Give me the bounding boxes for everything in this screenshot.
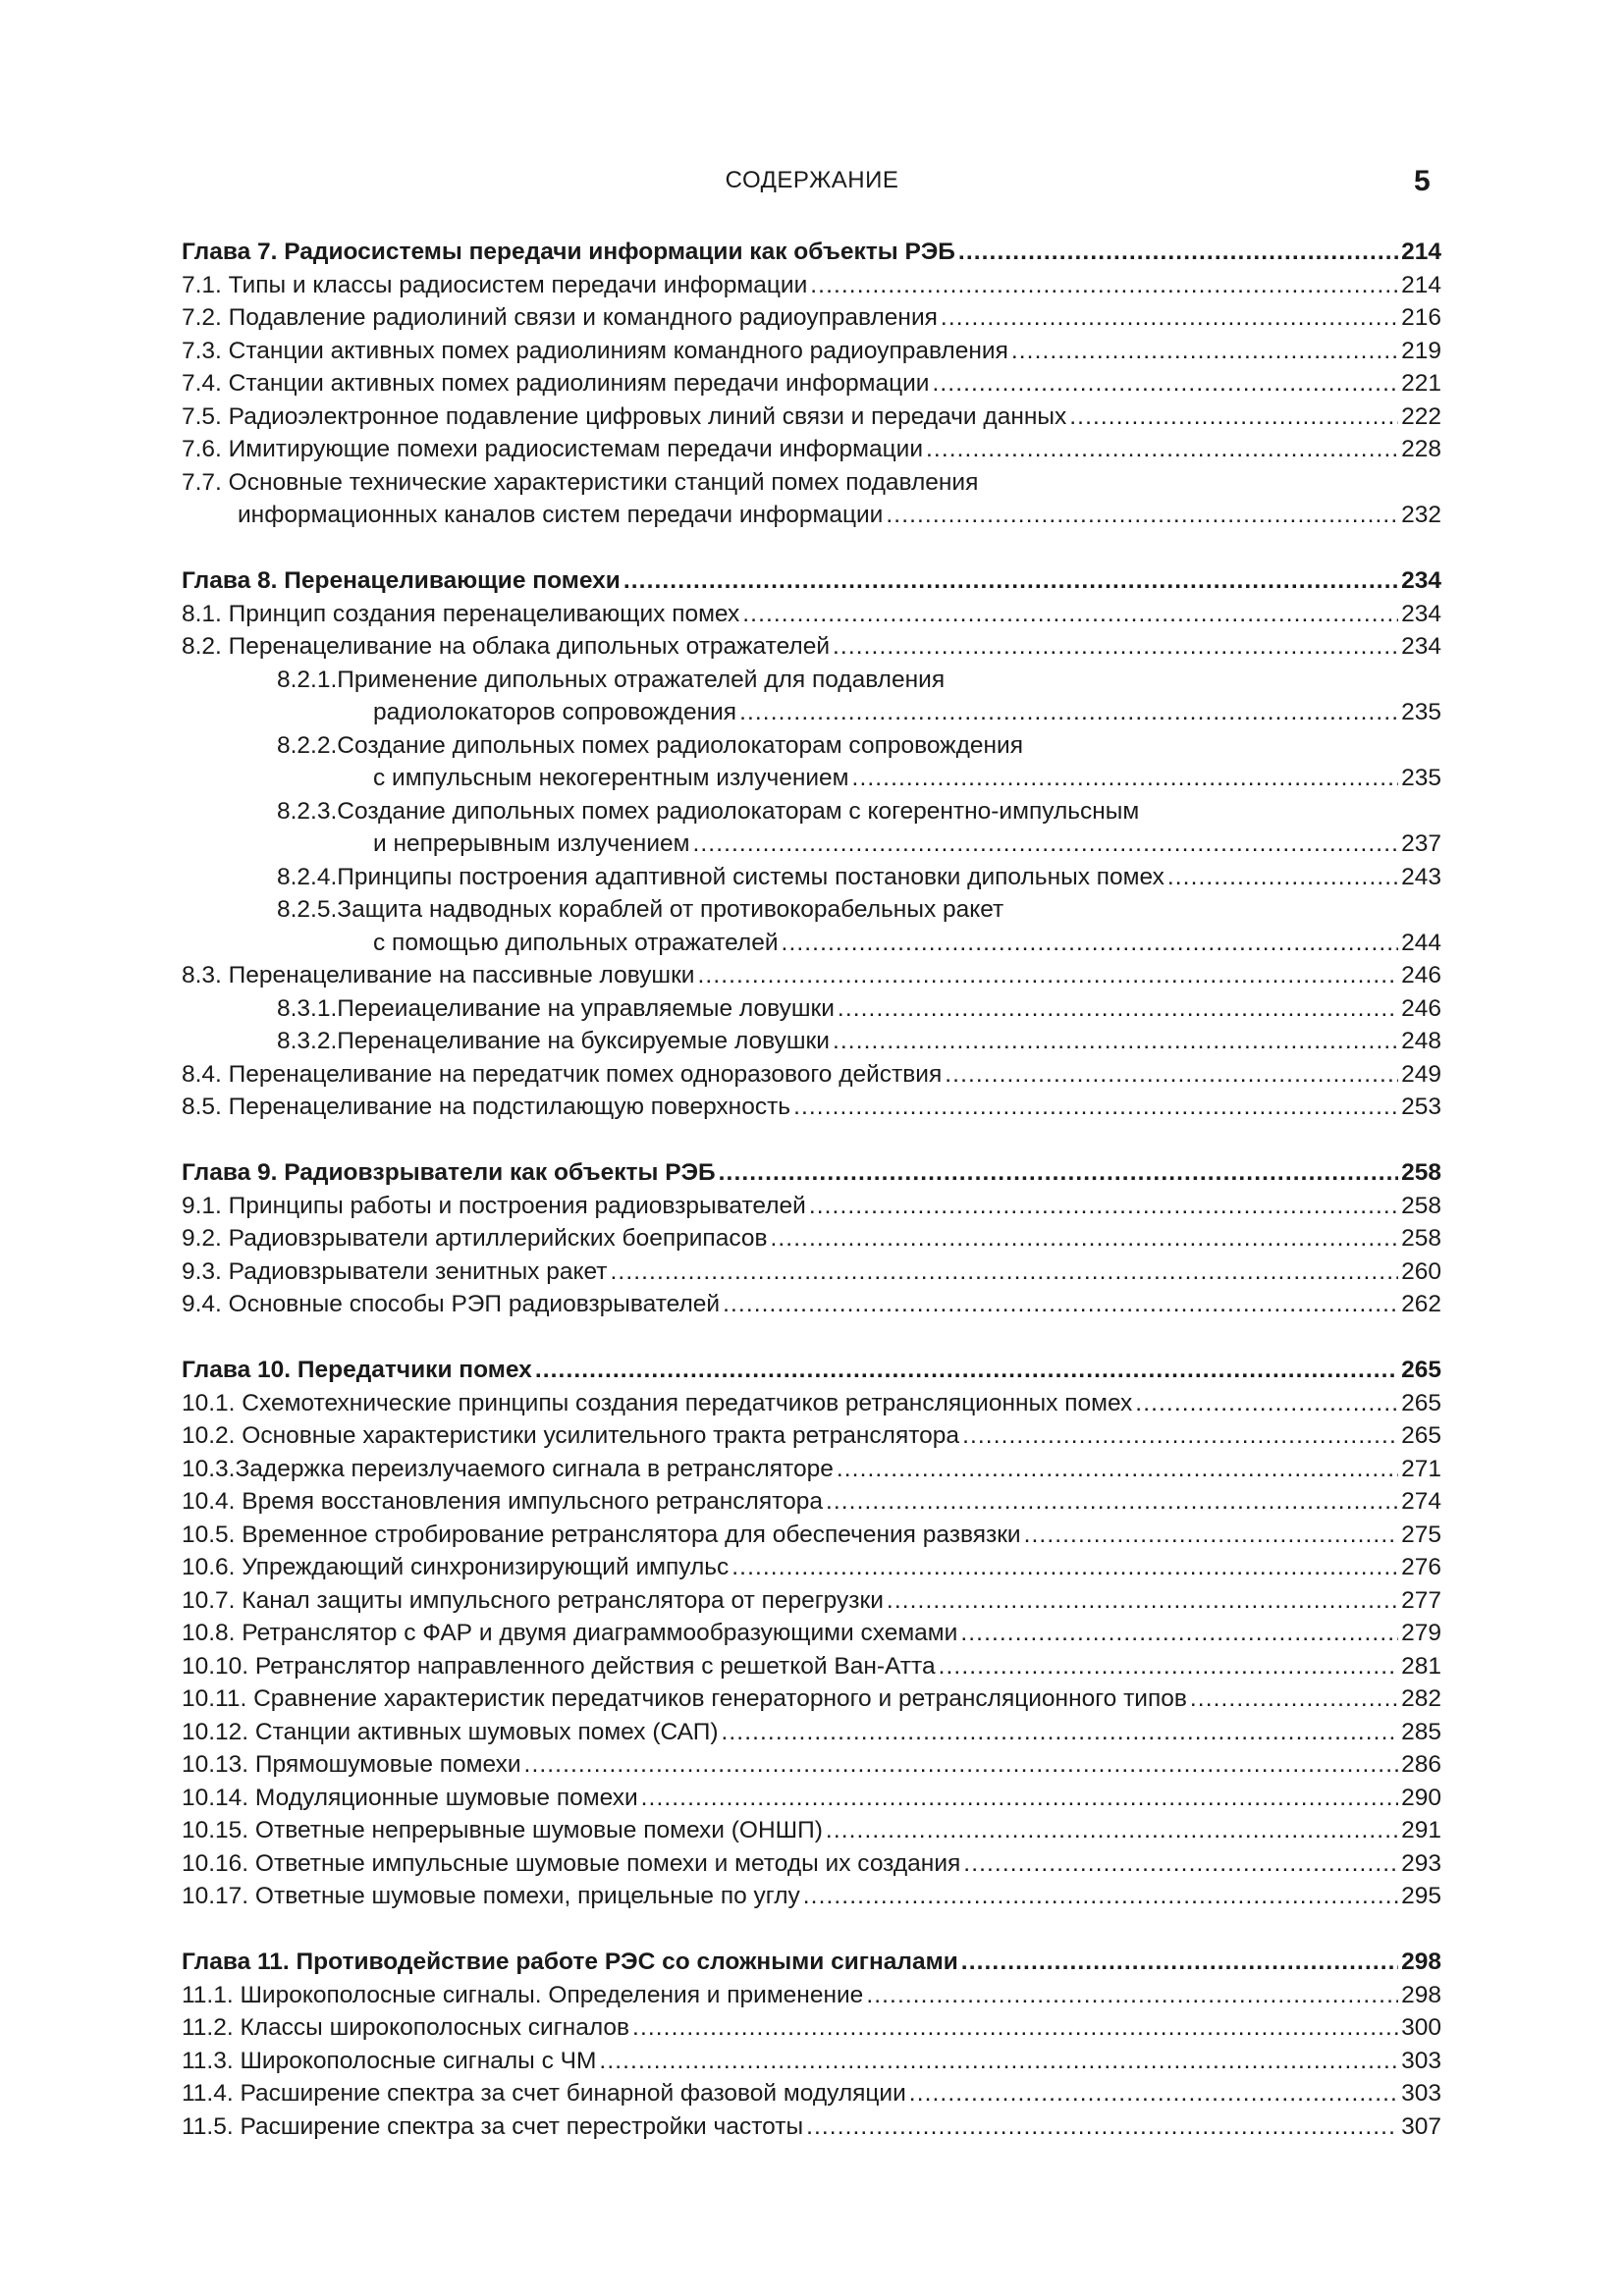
toc-entry bbox=[182, 2011, 1441, 2045]
dot-leader bbox=[1135, 1387, 1398, 1420]
toc-entry bbox=[182, 1551, 1441, 1584]
dot-leader bbox=[623, 564, 1398, 598]
toc-entry-title: 8.3.2.Перенацеливание на буксируемые ловушки bbox=[277, 1028, 830, 1054]
toc-entry-page: 274 bbox=[1401, 1488, 1441, 1515]
toc-entry-page: 253 bbox=[1401, 1094, 1441, 1120]
dot-leader bbox=[810, 269, 1398, 302]
dot-leader bbox=[826, 1814, 1398, 1847]
toc-entry-page: 290 bbox=[1401, 1784, 1441, 1811]
dot-leader bbox=[961, 1946, 1398, 1979]
toc-entry-title: 8.3. Перенацеливание на пассивные ловушки bbox=[182, 962, 695, 988]
toc-entry-page: 234 bbox=[1401, 633, 1441, 660]
toc-entry-page: 237 bbox=[1401, 830, 1441, 857]
toc-entry-title: 11.2. Классы широкополосных сигналов bbox=[182, 2014, 630, 2041]
dot-leader bbox=[945, 1058, 1398, 1092]
chapter-block bbox=[182, 1946, 1441, 2143]
toc-entry bbox=[182, 1091, 1441, 1124]
toc-entry bbox=[182, 1979, 1441, 2012]
toc-entry bbox=[182, 861, 1441, 894]
dot-leader bbox=[1190, 1682, 1398, 1716]
toc-entry bbox=[182, 1716, 1441, 1749]
dot-leader bbox=[886, 499, 1398, 532]
dot-leader bbox=[692, 828, 1398, 861]
toc-entry-title: 9.4. Основные способы РЭП радиовзрывателей bbox=[182, 1291, 721, 1317]
toc-entry-page: 234 bbox=[1401, 600, 1441, 627]
dot-leader bbox=[941, 301, 1398, 335]
toc-entry-title: 7.3. Станции активных помех радиолиниям командного радиоуправления bbox=[182, 337, 1008, 364]
dot-leader bbox=[838, 992, 1398, 1026]
toc-entry-title: 8.3.1.Переиацеливание на управляемые ловушки bbox=[277, 994, 835, 1022]
dot-leader bbox=[958, 236, 1398, 269]
dot-leader bbox=[599, 2045, 1398, 2078]
toc-entry-page: 303 bbox=[1401, 2047, 1441, 2074]
toc-entry bbox=[182, 664, 1441, 697]
toc-entry-title: Глава 10. Передатчики помех bbox=[182, 1357, 532, 1383]
toc-entry-page: 276 bbox=[1401, 1554, 1441, 1580]
toc-entry-title: 8.1. Принцип создания перенацеливающих помех bbox=[182, 600, 740, 627]
toc-entry bbox=[182, 1782, 1441, 1815]
toc-entry bbox=[182, 1485, 1441, 1519]
dot-leader bbox=[1167, 861, 1398, 894]
toc-entry-title: информационных каналов систем передачи информации bbox=[238, 502, 884, 528]
toc-entry-title: 7.6. Имитирующие помехи радиосистемам передачи информации bbox=[182, 436, 924, 462]
toc-entry-title: с импульсным некогерентным излучением bbox=[373, 765, 849, 791]
toc-entry bbox=[182, 466, 1441, 500]
dot-leader bbox=[852, 762, 1399, 795]
toc-entry bbox=[182, 1419, 1441, 1453]
toc-entry-title: 7.4. Станции активных помех радиолиниям передачи информации bbox=[182, 370, 930, 397]
dot-leader bbox=[721, 1716, 1398, 1749]
dot-leader bbox=[909, 2077, 1398, 2110]
toc-entry-title: 9.1. Принципы работы и построения радиовзрывателей bbox=[182, 1192, 806, 1219]
toc-entry bbox=[182, 335, 1441, 368]
toc-entry-page: 258 bbox=[1401, 1225, 1441, 1252]
toc-entry-title: 7.2. Подавление радиолиний связи и командного радиоуправления bbox=[182, 304, 938, 331]
toc-entry-title: 10.8. Ретранслятор с ФАР и двумя диаграммообразующими схемами bbox=[182, 1620, 958, 1646]
toc-entry-title: 11.3. Широкополосные сигналы с ЧМ bbox=[182, 2047, 597, 2074]
chapter-heading bbox=[182, 1354, 1441, 1387]
toc-entry-title: 10.11. Сравнение характеристик передатчиков генераторного и ретрансляционного типов bbox=[182, 1685, 1187, 1712]
toc-entry-continuation bbox=[182, 828, 1441, 861]
dot-leader bbox=[1069, 400, 1398, 434]
toc-entry-title: 8.5. Перенацеливание на подстилающую поверхность bbox=[182, 1094, 791, 1120]
dot-leader bbox=[742, 598, 1398, 631]
toc-entry-page: 258 bbox=[1401, 1192, 1441, 1219]
toc-entry bbox=[182, 1650, 1441, 1683]
toc-entry-page: 291 bbox=[1401, 1817, 1441, 1843]
toc-entry-page: 279 bbox=[1401, 1620, 1441, 1646]
dot-leader bbox=[826, 1485, 1398, 1519]
toc-entry-title: Глава 9. Радиовзрыватели как объекты РЭБ bbox=[182, 1159, 716, 1186]
chapter-block bbox=[182, 236, 1441, 532]
toc-entry-continuation bbox=[182, 927, 1441, 960]
toc-entry-page: 221 bbox=[1401, 370, 1441, 397]
dot-leader bbox=[723, 1288, 1398, 1321]
toc-entry bbox=[182, 729, 1441, 763]
chapter-block bbox=[182, 1156, 1441, 1321]
toc-entry-page: 285 bbox=[1401, 1718, 1441, 1745]
dot-leader bbox=[837, 1453, 1398, 1486]
dot-leader bbox=[803, 1880, 1398, 1913]
dot-leader bbox=[866, 1979, 1398, 2012]
dot-leader bbox=[1024, 1519, 1399, 1552]
toc-entry-title: 10.7. Канал защиты импульсного ретранслятора от перегрузки bbox=[182, 1586, 884, 1614]
toc-entry-page: 214 bbox=[1401, 239, 1441, 265]
dot-leader bbox=[833, 630, 1398, 664]
toc-entry bbox=[182, 269, 1441, 302]
toc-entry-title: 8.2.4.Принципы построения адаптивной системы постановки дипольных помех bbox=[277, 863, 1164, 890]
dot-leader bbox=[611, 1255, 1399, 1289]
toc-entry-title: 8.2.2.Создание дипольных помех радиолокаторам сопровождения bbox=[277, 731, 1023, 759]
toc-entry-title: Глава 11. Противодействие работе РЭС со сложными сигналами bbox=[182, 1949, 958, 1975]
toc-entry bbox=[182, 1880, 1441, 1913]
toc-entry-page: 258 bbox=[1401, 1159, 1441, 1186]
toc-entry bbox=[182, 1025, 1441, 1058]
toc-entry-title: радиолокаторов сопровождения bbox=[373, 699, 737, 725]
dot-leader bbox=[782, 927, 1399, 960]
toc-entry bbox=[182, 1519, 1441, 1552]
toc-entry-title: 10.3.Задержка переизлучаемого сигнала в ретрансляторе bbox=[182, 1455, 834, 1482]
toc-entry-page: 260 bbox=[1401, 1257, 1441, 1285]
toc-entry bbox=[182, 2077, 1441, 2110]
toc-entry-page: 281 bbox=[1401, 1652, 1441, 1680]
toc-entry-page: 246 bbox=[1401, 994, 1441, 1022]
toc-entry-title: 10.13. Прямошумовые помехи bbox=[182, 1751, 521, 1778]
toc-entry bbox=[182, 1617, 1441, 1650]
toc-entry-continuation bbox=[182, 696, 1441, 729]
toc-entry-page: 219 bbox=[1401, 337, 1441, 364]
toc-entry-page: 286 bbox=[1401, 1751, 1441, 1778]
toc-entry-page: 249 bbox=[1401, 1060, 1441, 1088]
toc-entry bbox=[182, 1255, 1441, 1289]
toc-entry-page: 235 bbox=[1401, 765, 1441, 791]
dot-leader bbox=[806, 2110, 1398, 2144]
toc-entry-title: Глава 7. Радиосистемы передачи информации как объекты РЭБ bbox=[182, 239, 955, 265]
toc-entry-page: 307 bbox=[1401, 2112, 1441, 2140]
toc-entry-page: 265 bbox=[1401, 1389, 1441, 1416]
toc-entry bbox=[182, 1682, 1441, 1716]
running-header-title: СОДЕРЖАНИЕ bbox=[725, 167, 899, 193]
toc-entry-page: 228 bbox=[1401, 436, 1441, 462]
dot-leader bbox=[833, 1025, 1398, 1058]
dot-leader bbox=[963, 1847, 1398, 1881]
chapter-block bbox=[182, 564, 1441, 1124]
toc-entry-page: 282 bbox=[1401, 1685, 1441, 1712]
chapter-heading bbox=[182, 564, 1441, 598]
toc-entry-title: 10.2. Основные характеристики усилительного тракта ретранслятора bbox=[182, 1422, 960, 1449]
toc-entry-page: 246 bbox=[1401, 962, 1441, 988]
toc-entry-page: 216 bbox=[1401, 304, 1441, 331]
toc-entry-page: 234 bbox=[1401, 567, 1441, 594]
toc-entry bbox=[182, 1288, 1441, 1321]
toc-entry-page: 300 bbox=[1401, 2014, 1441, 2041]
toc-entry bbox=[182, 959, 1441, 992]
toc-entry-title: 8.2.1.Применение дипольных отражателей для подавления bbox=[277, 666, 946, 693]
toc-entry-title: 10.14. Модуляционные шумовые помехи bbox=[182, 1784, 638, 1811]
toc-entry-page: 262 bbox=[1401, 1291, 1441, 1317]
toc-entry-title: 8.4. Перенацеливание на передатчик помех одноразового действия bbox=[182, 1060, 943, 1088]
toc-entry-page: 214 bbox=[1401, 271, 1441, 298]
dot-leader bbox=[939, 1650, 1399, 1683]
toc-entry-title: 11.4. Расширение спектра за счет бинарной фазовой модуляции bbox=[182, 2080, 906, 2107]
toc-entry-page: 298 bbox=[1401, 1981, 1441, 2008]
toc-entry bbox=[182, 1814, 1441, 1847]
toc-entry bbox=[182, 2110, 1441, 2144]
toc-entry-title: с помощью дипольных отражателей bbox=[373, 929, 779, 956]
toc-entry-title: 10.10. Ретранслятор направленного действия с решеткой Ван-Атта bbox=[182, 1652, 936, 1680]
toc-entry-title: 7.5. Радиоэлектронное подавление цифровых линий связи и передачи данных bbox=[182, 402, 1067, 430]
toc-entry-page: 295 bbox=[1401, 1883, 1441, 1909]
toc-entry-page: 271 bbox=[1401, 1455, 1441, 1482]
dot-leader bbox=[770, 1222, 1398, 1255]
toc-entry-title: 10.6. Упреждающий синхронизирующий импульс bbox=[182, 1554, 730, 1580]
toc-entry bbox=[182, 400, 1441, 434]
toc-entry-page: 222 bbox=[1401, 402, 1441, 430]
toc-entry bbox=[182, 1222, 1441, 1255]
chapter-heading bbox=[182, 236, 1441, 269]
toc-entry-page: 303 bbox=[1401, 2080, 1441, 2107]
toc-entry bbox=[182, 433, 1441, 466]
table-of-contents bbox=[182, 236, 1441, 2176]
chapter-heading bbox=[182, 1156, 1441, 1190]
toc-entry-page: 265 bbox=[1401, 1357, 1441, 1383]
dot-leader bbox=[731, 1551, 1398, 1584]
dot-leader bbox=[535, 1354, 1398, 1387]
dot-leader bbox=[932, 367, 1398, 400]
toc-entry bbox=[182, 1453, 1441, 1486]
toc-entry-continuation bbox=[182, 499, 1441, 532]
dot-leader bbox=[793, 1091, 1398, 1124]
toc-entry-title: 10.5. Временное стробирование ретранслятора для обеспечения развязки bbox=[182, 1521, 1021, 1548]
dot-leader bbox=[962, 1419, 1398, 1453]
toc-entry bbox=[182, 630, 1441, 664]
toc-entry-title: 11.1. Широкополосные сигналы. Определения и применение bbox=[182, 1981, 864, 2008]
toc-entry-page: 244 bbox=[1401, 929, 1441, 956]
dot-leader bbox=[1011, 335, 1398, 368]
toc-entry-title: Глава 8. Перенацеливающие помехи bbox=[182, 567, 621, 594]
dot-leader bbox=[524, 1748, 1399, 1782]
toc-entry bbox=[182, 301, 1441, 335]
toc-entry bbox=[182, 1584, 1441, 1618]
chapter-heading bbox=[182, 1946, 1441, 1979]
toc-entry bbox=[182, 598, 1441, 631]
dot-leader bbox=[960, 1617, 1398, 1650]
toc-entry-title: 8.2.3.Создание дипольных помех радиолокаторам с когерентно-импульсным bbox=[277, 797, 1140, 825]
toc-entry-title: 9.2. Радиовзрыватели артиллерийских боеприпасов bbox=[182, 1225, 768, 1252]
dot-leader bbox=[739, 696, 1398, 729]
toc-entry bbox=[182, 367, 1441, 400]
toc-entry-page: 235 bbox=[1401, 699, 1441, 725]
toc-entry-continuation bbox=[182, 762, 1441, 795]
toc-entry bbox=[182, 1190, 1441, 1223]
toc-entry-title: 10.17. Ответные шумовые помехи, прицельные по углу bbox=[182, 1883, 800, 1909]
dot-leader bbox=[809, 1190, 1398, 1223]
toc-entry-title: 9.3. Радиовзрыватели зенитных ракет bbox=[182, 1257, 608, 1285]
toc-entry bbox=[182, 1847, 1441, 1881]
toc-entry bbox=[182, 1058, 1441, 1092]
dot-leader bbox=[887, 1584, 1398, 1618]
page-number: 5 bbox=[1414, 165, 1431, 197]
toc-entry bbox=[182, 893, 1441, 927]
dot-leader bbox=[632, 2011, 1398, 2045]
toc-entry-page: 265 bbox=[1401, 1422, 1441, 1449]
toc-entry-page: 277 bbox=[1401, 1586, 1441, 1614]
toc-entry-title: 8.2.5.Защита надводных кораблей от противокорабельных ракет bbox=[277, 896, 1004, 923]
toc-entry-title: 10.1. Схемотехнические принципы создания передатчиков ретрансляционных помех bbox=[182, 1389, 1133, 1416]
toc-entry-title: 7.7. Основные технические характеристики станций помех подавления bbox=[182, 468, 979, 496]
toc-entry-title: 10.15. Ответные непрерывные шумовые помехи (ОНШП) bbox=[182, 1817, 823, 1843]
toc-entry-title: 11.5. Расширение спектра за счет перестройки частоты bbox=[182, 2112, 804, 2140]
dot-leader bbox=[719, 1156, 1398, 1190]
toc-entry bbox=[182, 2045, 1441, 2078]
toc-entry-page: 232 bbox=[1401, 502, 1441, 528]
toc-entry bbox=[182, 1387, 1441, 1420]
toc-entry bbox=[182, 992, 1441, 1026]
chapter-block bbox=[182, 1354, 1441, 1913]
dot-leader bbox=[698, 959, 1399, 992]
toc-entry-page: 248 bbox=[1401, 1028, 1441, 1054]
toc-entry-title: 7.1. Типы и классы радиосистем передачи информации bbox=[182, 271, 808, 298]
toc-entry-page: 275 bbox=[1401, 1521, 1441, 1548]
toc-entry-title: 10.16. Ответные импульсные шумовые помехи и методы их создания bbox=[182, 1849, 961, 1877]
toc-entry-page: 293 bbox=[1401, 1849, 1441, 1877]
dot-leader bbox=[926, 433, 1398, 466]
toc-entry-page: 243 bbox=[1401, 863, 1441, 890]
toc-entry-title: 10.4. Время восстановления импульсного ретранслятора bbox=[182, 1488, 823, 1515]
toc-entry bbox=[182, 1748, 1441, 1782]
toc-entry-title: 10.12. Станции активных шумовых помех (САП) bbox=[182, 1718, 719, 1745]
dot-leader bbox=[641, 1782, 1398, 1815]
toc-entry-title: и непрерывным излучением bbox=[373, 830, 690, 857]
toc-entry-page: 298 bbox=[1401, 1949, 1441, 1975]
toc-entry bbox=[182, 795, 1441, 828]
toc-entry-title: 8.2. Перенацеливание на облака дипольных отражателей bbox=[182, 633, 831, 660]
